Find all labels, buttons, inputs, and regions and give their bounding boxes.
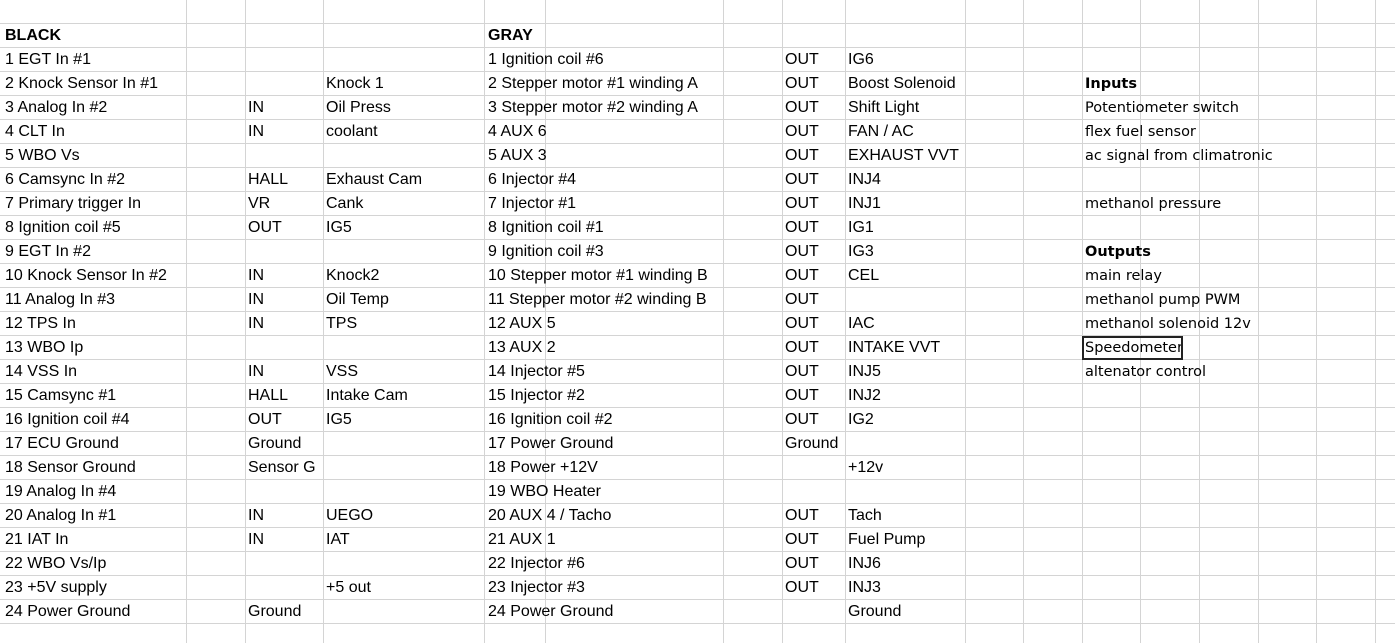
black-function-cell[interactable]: IAT xyxy=(326,531,350,548)
black-function-cell[interactable]: TPS xyxy=(326,315,358,332)
black-pin-cell[interactable]: 24 Power Ground xyxy=(5,603,131,620)
gray-direction-cell[interactable]: OUT xyxy=(785,291,819,308)
gray-pin-cell[interactable]: 5 AUX 3 xyxy=(488,147,547,164)
gray-direction-cell[interactable]: OUT xyxy=(785,75,819,92)
input-item[interactable]: methanol pressure xyxy=(1085,196,1222,212)
gray-direction-cell[interactable]: OUT xyxy=(785,243,819,260)
gray-function-cell[interactable]: IG1 xyxy=(848,219,874,236)
gray-pin-cell[interactable]: 1 Ignition coil #6 xyxy=(488,51,604,68)
black-pin-cell[interactable]: 21 IAT In xyxy=(5,531,69,548)
black-function-cell[interactable]: IG5 xyxy=(326,411,352,428)
gray-direction-cell[interactable]: OUT xyxy=(785,555,819,572)
gray-pin-cell[interactable]: 23 Injector #3 xyxy=(488,579,585,596)
input-item[interactable]: ac signal from climatronic xyxy=(1085,148,1273,164)
black-pin-cell[interactable]: 10 Knock Sensor In #2 xyxy=(5,267,167,284)
gray-direction-cell[interactable]: OUT xyxy=(785,531,819,548)
black-pin-cell[interactable]: 6 Camsync In #2 xyxy=(5,171,126,188)
grid-column-line xyxy=(1082,0,1083,643)
gray-pin-cell[interactable]: 3 Stepper motor #2 winding A xyxy=(488,99,698,116)
output-item[interactable]: altenator control xyxy=(1085,364,1206,380)
gray-pin-cell[interactable]: 20 AUX 4 / Tacho xyxy=(488,507,612,524)
black-pin-cell[interactable]: 7 Primary trigger In xyxy=(5,195,142,212)
outputs-header[interactable]: Outputs xyxy=(1085,244,1151,260)
gray-pin-cell[interactable]: 4 AUX 6 xyxy=(488,123,547,140)
gray-pin-cell[interactable]: 9 Ignition coil #3 xyxy=(488,243,604,260)
gray-pin-cell[interactable]: 7 Injector #1 xyxy=(488,195,577,212)
black-header[interactable]: BLACK xyxy=(5,27,61,44)
gray-function-cell[interactable]: IG2 xyxy=(848,411,874,428)
black-function-cell[interactable]: Knock2 xyxy=(326,267,380,284)
gray-function-cell[interactable]: INJ6 xyxy=(848,555,881,572)
black-direction-cell[interactable]: HALL xyxy=(248,171,289,188)
gray-pin-cell[interactable]: 10 Stepper motor #1 winding B xyxy=(488,267,708,284)
grid-column-line xyxy=(1023,0,1024,643)
gray-pin-cell[interactable]: 14 Injector #5 xyxy=(488,363,585,380)
input-item[interactable]: flex fuel sensor xyxy=(1085,124,1196,140)
black-pin-cell[interactable]: 17 ECU Ground xyxy=(5,435,119,452)
black-direction-cell[interactable]: IN xyxy=(248,123,264,140)
black-direction-cell[interactable]: OUT xyxy=(248,219,282,236)
gray-function-cell[interactable]: Fuel Pump xyxy=(848,531,926,548)
gray-direction-cell[interactable]: OUT xyxy=(785,99,819,116)
output-item[interactable]: methanol pump PWM xyxy=(1085,292,1241,308)
grid-column-line xyxy=(782,0,783,643)
black-direction-cell[interactable]: IN xyxy=(248,507,264,524)
black-function-cell[interactable]: coolant xyxy=(326,123,378,140)
black-pin-cell[interactable]: 8 Ignition coil #5 xyxy=(5,219,121,236)
black-pin-cell[interactable]: 3 Analog In #2 xyxy=(5,99,108,116)
gray-pin-cell[interactable]: 18 Power +12V xyxy=(488,459,598,476)
gray-pin-cell[interactable]: 19 WBO Heater xyxy=(488,483,601,500)
gray-function-cell[interactable]: CEL xyxy=(848,267,880,284)
grid-column-line xyxy=(965,0,966,643)
black-pin-cell[interactable]: 14 VSS In xyxy=(5,363,78,380)
gray-function-cell[interactable]: Tach xyxy=(848,507,882,524)
gray-function-cell[interactable]: IG3 xyxy=(848,243,874,260)
gray-function-cell[interactable]: INJ3 xyxy=(848,579,881,596)
gray-pin-cell[interactable]: 17 Power Ground xyxy=(488,435,614,452)
black-function-cell[interactable]: Oil Temp xyxy=(326,291,389,308)
black-pin-cell[interactable]: 13 WBO Ip xyxy=(5,339,84,356)
gray-function-cell[interactable]: Ground xyxy=(848,603,902,620)
black-pin-cell[interactable]: 1 EGT In #1 xyxy=(5,51,91,68)
gray-direction-cell[interactable]: OUT xyxy=(785,147,819,164)
black-function-cell[interactable]: Cank xyxy=(326,195,364,212)
black-pin-cell[interactable]: 9 EGT In #2 xyxy=(5,243,91,260)
gray-direction-cell[interactable]: OUT xyxy=(785,363,819,380)
black-direction-cell[interactable]: VR xyxy=(248,195,271,212)
black-direction-cell[interactable]: Ground xyxy=(248,603,302,620)
black-direction-cell[interactable]: Ground xyxy=(248,435,302,452)
black-function-cell[interactable]: IG5 xyxy=(326,219,352,236)
black-pin-cell[interactable]: 15 Camsync #1 xyxy=(5,387,117,404)
black-pin-cell[interactable]: 20 Analog In #1 xyxy=(5,507,117,524)
active-cell-speedometer[interactable]: Speedometer xyxy=(1082,336,1183,360)
black-direction-cell[interactable]: IN xyxy=(248,267,264,284)
grid-column-line xyxy=(845,0,846,643)
gray-direction-cell[interactable]: OUT xyxy=(785,579,819,596)
black-direction-cell[interactable]: OUT xyxy=(248,411,282,428)
output-item[interactable]: methanol solenoid 12v xyxy=(1085,316,1251,332)
black-pin-cell[interactable]: 18 Sensor Ground xyxy=(5,459,136,476)
grid-column-line xyxy=(1316,0,1317,643)
gray-pin-cell[interactable]: 16 Ignition coil #2 xyxy=(488,411,613,428)
black-pin-cell[interactable]: 4 CLT In xyxy=(5,123,65,140)
gray-direction-cell[interactable]: OUT xyxy=(785,339,819,356)
gray-header[interactable]: GRAY xyxy=(488,27,533,44)
gray-direction-cell[interactable]: OUT xyxy=(785,219,819,236)
grid-column-line xyxy=(245,0,246,643)
gray-function-cell[interactable]: INJ5 xyxy=(848,363,881,380)
black-function-cell[interactable]: Oil Press xyxy=(326,99,391,116)
gray-direction-cell[interactable]: OUT xyxy=(785,195,819,212)
black-function-cell[interactable]: Knock 1 xyxy=(326,75,384,92)
gray-pin-cell[interactable]: 12 AUX 5 xyxy=(488,315,556,332)
black-direction-cell[interactable]: IN xyxy=(248,531,264,548)
gray-direction-cell[interactable]: OUT xyxy=(785,315,819,332)
grid-column-line xyxy=(723,0,724,643)
black-pin-cell[interactable]: 22 WBO Vs/Ip xyxy=(5,555,107,572)
gray-function-cell[interactable]: Shift Light xyxy=(848,99,920,116)
gray-function-cell[interactable]: Boost Solenoid xyxy=(848,75,956,92)
gray-function-cell[interactable]: FAN / AC xyxy=(848,123,914,140)
gray-pin-cell[interactable]: 6 Injector #4 xyxy=(488,171,577,188)
black-pin-cell[interactable]: 12 TPS In xyxy=(5,315,76,332)
gray-direction-cell[interactable]: Ground xyxy=(785,435,839,452)
gray-function-cell[interactable]: IG6 xyxy=(848,51,874,68)
black-pin-cell[interactable]: 5 WBO Vs xyxy=(5,147,80,164)
gray-function-cell[interactable]: +12v xyxy=(848,459,884,476)
gray-pin-cell[interactable]: 11 Stepper motor #2 winding B xyxy=(488,291,707,308)
grid-column-line xyxy=(323,0,324,643)
gray-function-cell[interactable]: INTAKE VVT xyxy=(848,339,941,356)
gray-direction-cell[interactable]: OUT xyxy=(785,411,819,428)
gray-pin-cell[interactable]: 22 Injector #6 xyxy=(488,555,585,572)
gray-direction-cell[interactable]: OUT xyxy=(785,387,819,404)
inputs-header[interactable]: Inputs xyxy=(1085,76,1137,92)
gray-direction-cell[interactable]: OUT xyxy=(785,123,819,140)
black-pin-cell[interactable]: 16 Ignition coil #4 xyxy=(5,411,130,428)
black-function-cell[interactable]: Exhaust Cam xyxy=(326,171,423,188)
black-direction-cell[interactable]: IN xyxy=(248,291,264,308)
black-pin-cell[interactable]: 19 Analog In #4 xyxy=(5,483,117,500)
gray-function-cell[interactable]: INJ4 xyxy=(848,171,881,188)
gray-function-cell[interactable]: EXHAUST VVT xyxy=(848,147,959,164)
gray-pin-cell[interactable]: 8 Ignition coil #1 xyxy=(488,219,604,236)
gray-direction-cell[interactable]: OUT xyxy=(785,51,819,68)
grid-column-line xyxy=(186,0,187,643)
output-item[interactable]: main relay xyxy=(1085,268,1162,284)
grid-column-line xyxy=(484,0,485,643)
gray-pin-cell[interactable]: 24 Power Ground xyxy=(488,603,614,620)
black-direction-cell[interactable]: IN xyxy=(248,363,264,380)
gray-pin-cell[interactable]: 2 Stepper motor #1 winding A xyxy=(488,75,698,92)
black-direction-cell[interactable]: IN xyxy=(248,99,264,116)
gray-direction-cell[interactable]: OUT xyxy=(785,267,819,284)
black-pin-cell[interactable]: 11 Analog In #3 xyxy=(5,291,116,308)
black-function-cell[interactable]: +5 out xyxy=(326,579,371,596)
gray-pin-cell[interactable]: 15 Injector #2 xyxy=(488,387,585,404)
gray-function-cell[interactable]: INJ1 xyxy=(848,195,881,212)
gray-pin-cell[interactable]: 21 AUX 1 xyxy=(488,531,556,548)
black-direction-cell[interactable]: IN xyxy=(248,315,264,332)
black-function-cell[interactable]: Intake Cam xyxy=(326,387,408,404)
grid-column-line xyxy=(1375,0,1376,643)
black-pin-cell[interactable]: 2 Knock Sensor In #1 xyxy=(5,75,158,92)
gray-function-cell[interactable]: IAC xyxy=(848,315,875,332)
grid-column-line xyxy=(1258,0,1259,643)
black-function-cell[interactable]: UEGO xyxy=(326,507,374,524)
black-pin-cell[interactable]: 23 +5V supply xyxy=(5,579,107,596)
gray-direction-cell[interactable]: OUT xyxy=(785,507,819,524)
gray-function-cell[interactable]: INJ2 xyxy=(848,387,881,404)
gray-pin-cell[interactable]: 13 AUX 2 xyxy=(488,339,556,356)
input-item[interactable]: Potentiometer switch xyxy=(1085,100,1239,116)
black-function-cell[interactable]: VSS xyxy=(326,363,359,380)
gray-direction-cell[interactable]: OUT xyxy=(785,171,819,188)
black-direction-cell[interactable]: HALL xyxy=(248,387,289,404)
black-direction-cell[interactable]: Sensor G xyxy=(248,459,316,476)
